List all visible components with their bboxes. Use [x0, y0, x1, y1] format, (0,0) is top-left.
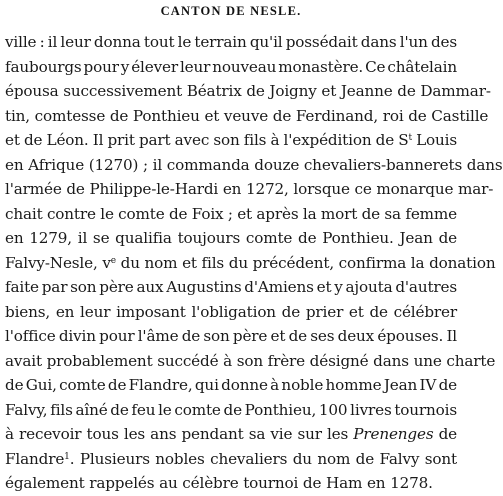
text-line [5, 300, 457, 325]
text-line [5, 177, 494, 202]
text-line [5, 447, 457, 472]
text-segment: épousa successivement Béatrix de Joigny et Jeanne de Dammar- [5, 82, 491, 100]
text-line [5, 30, 457, 55]
text-line [5, 471, 457, 496]
text-segment: Falvy, fils aîné de feu le comte de Ponthieu, 100 livres tournois [5, 400, 457, 419]
superscript: 1 [64, 451, 70, 462]
text-line [5, 226, 457, 251]
text-segment: faite par son père aux Augustins d'Amiens et y ajouta d'autres [5, 278, 457, 296]
text-segment: à recevoir tous les ans pendant sa vie sur les [5, 425, 354, 443]
text-segment: en Afrique (1270) ; il commanda douze chevaliers-bannerets dans [5, 155, 503, 174]
text-segment: l'armée de Philippe-le-Hardi en 1272, lorsque ce monarque mar- [5, 180, 494, 198]
text-segment: l'office divin pour l'âme de son père et de ses deux épouses. Il [5, 327, 457, 345]
text-line [5, 324, 457, 349]
text-segment: biens, en leur imposant l'obligation de prier et de célébrer [5, 302, 457, 321]
superscript: t [408, 133, 412, 143]
text-line [5, 275, 457, 300]
text-segment: en 1279, il se qualifia toujours comte de Ponthieu. Jean de [5, 229, 457, 247]
text-segment: Falvy-Nesle, v [5, 253, 111, 272]
text-line [5, 153, 503, 178]
running-head: CANTON DE NESLE. [160, 4, 302, 18]
italic-text: Prenenges [353, 425, 434, 443]
text-line [5, 104, 489, 129]
text-line [5, 373, 457, 398]
text-segment: faubourgs pour y élever leur nouveau monastère. Ce châtelain [5, 57, 457, 76]
text-line [5, 349, 496, 374]
text-line [5, 55, 457, 80]
text-segment: tin, comtesse de Ponthieu et veuve de Ferdinand, roi de Castille [5, 106, 489, 125]
text-segment: . Plusieurs nobles chevaliers du nom de Falvy sont [69, 449, 457, 468]
body-text [5, 30, 503, 496]
text-line [5, 422, 457, 447]
text-segment: Louis [411, 131, 457, 149]
text-segment: de Gui, comte de Flandre, qui donne à noble homme Jean IV de [5, 376, 457, 394]
text-segment: chait contre le comte de Foix ; et après la mort de sa femme [5, 204, 457, 223]
text-segment: de [433, 425, 457, 443]
text-line [5, 398, 457, 423]
text-line [5, 251, 496, 276]
text-line [5, 79, 491, 104]
text-line [5, 202, 457, 227]
text-segment: et de Léon. Il prit part avec son fils à l'expédition de S [5, 131, 409, 149]
text-segment: également rappelés au célèbre tournoi de Ham en 1278. [5, 474, 433, 492]
text-segment: du nom et fils du précédent, confirma la donation [115, 253, 496, 272]
text-segment: Flandre [5, 449, 65, 468]
text-line [5, 128, 457, 153]
text-segment: avait probablement succédé à son frère désigné dans une charte [5, 351, 496, 370]
superscript: e [110, 255, 116, 266]
text-segment: ville : il leur donna tout le terrain qu'il possédait dans l'un des [5, 33, 457, 51]
